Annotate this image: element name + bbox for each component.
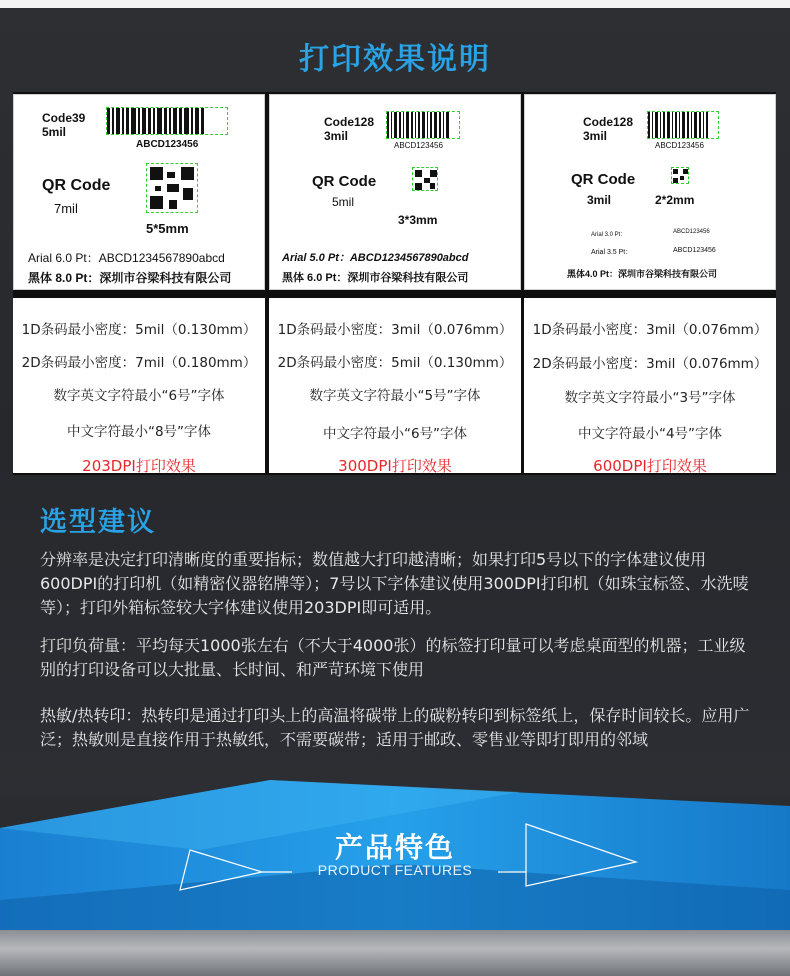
qr-dimension: 5*5mm xyxy=(146,221,189,236)
sample-label xyxy=(13,94,265,290)
code-name: Code128 xyxy=(583,115,634,129)
sample-label xyxy=(524,94,776,290)
spec-list xyxy=(13,298,265,473)
top-strip xyxy=(0,0,790,8)
spec-en-font: 数字英文字符最小“3号”字体 xyxy=(564,390,736,406)
spec-1d-density: 1D条码最小密度：5mil（0.130mm） xyxy=(21,322,257,338)
background-photo-strip xyxy=(0,930,790,976)
qr-code-image xyxy=(146,163,198,213)
code-size: 3mil xyxy=(324,129,349,143)
spec-1d-density: 1D条码最小密度：3mil（0.076mm） xyxy=(277,322,513,338)
code-size: 5mil xyxy=(42,125,67,139)
barcode-text: ABCD123456 xyxy=(136,139,199,150)
spec-2d-density: 2D条码最小密度：3mil（0.076mm） xyxy=(532,356,768,372)
barcode-image xyxy=(386,111,460,139)
arial-sample-label-b: Arial 3.5 Pt： xyxy=(591,249,633,256)
qr-code-image xyxy=(412,167,438,191)
dpi-label: 203DPI打印效果 xyxy=(82,457,196,475)
arial-sample-value-a: ABCD123456 xyxy=(673,229,710,235)
paragraph-load: 打印负荷量：平均每天1000张左右（不大于4000张）的标签打印量可以考虑桌面型的机器；工业级别的打印设备可以大批量、长时间、和严苛环境下使用 xyxy=(40,636,746,679)
spec-2d-density: 2D条码最小密度：5mil（0.130mm） xyxy=(277,355,513,371)
spec-1d-density: 1D条码最小密度：3mil（0.076mm） xyxy=(532,322,768,338)
print-sample-panel xyxy=(13,92,776,475)
spec-list xyxy=(524,298,776,473)
spec-2d-density: 2D条码最小密度：7mil（0.180mm） xyxy=(21,355,257,371)
paragraph-resolution: 分辨率是决定打印清晰度的重要指标；数值越大打印越清晰；如果打印5号以下的字体建议使用600DPI的打印机（如精密仪器铭牌等）；7号以下字体建议使用300DPI打印机（如珠宝标签、水洗唛等）；打印外箱标签较大字体建议使用203DPI即可适用。 xyxy=(40,550,749,617)
qr-code-image xyxy=(671,167,689,184)
hei-sample-line: 黑体4.0 Pt：深圳市谷梁科技有限公司 xyxy=(567,269,718,279)
features-title: 产品特色 xyxy=(334,831,455,864)
dpi-label: 600DPI打印效果 xyxy=(593,457,707,475)
page-title: 打印效果说明 xyxy=(299,42,491,77)
code-size: 3mil xyxy=(583,129,608,143)
qr-dimension: 3*3mm xyxy=(398,213,438,227)
arial-sample-value-b: ABCD123456 xyxy=(673,247,716,254)
arial-sample-line: Arial 6.0 Pt：ABCD1234567890abcd xyxy=(28,251,225,265)
barcode-text: ABCD123456 xyxy=(655,141,704,150)
paragraph-thermal: 热敏/热转印：热转印是通过打印头上的高温将碳带上的碳粉转印到标签纸上，保存时间较长。应用广泛；热敏则是直接作用于热敏纸，不需要碳带；适用于邮政、零售业等即打即用的邻域 xyxy=(40,706,750,749)
qr-dimension: 2*2mm xyxy=(655,193,695,207)
features-subtitle: PRODUCT FEATURES xyxy=(317,862,473,878)
arial-sample-label-a: Arial 3.0 Pt： xyxy=(591,232,627,238)
qr-size: 5mil xyxy=(332,195,355,209)
qr-size: 3mil xyxy=(587,193,612,207)
hei-sample-line: 黑体 6.0 Pt：深圳市谷梁科技有限公司 xyxy=(282,272,469,284)
code-name: Code39 xyxy=(42,111,86,125)
barcode-image xyxy=(106,107,228,135)
barcode-text: ABCD123456 xyxy=(394,141,443,150)
spec-en-font: 数字英文字符最小“6号”字体 xyxy=(53,388,225,404)
barcode-image xyxy=(647,111,719,139)
code-name: Code128 xyxy=(324,115,375,129)
qr-label: QR Code xyxy=(312,173,377,190)
arial-sample-line: Arial 5.0 Pt：ABCD1234567890abcd xyxy=(282,252,469,264)
spec-cn-font: 中文字符最小“6号”字体 xyxy=(322,426,468,442)
qr-size: 7mil xyxy=(54,201,78,216)
sample-label xyxy=(269,94,521,290)
spec-en-font: 数字英文字符最小“5号”字体 xyxy=(309,388,481,404)
hei-sample-line: 黑体 8.0 Pt：深圳市谷梁科技有限公司 xyxy=(28,271,232,285)
selection-title: 选型建议 xyxy=(40,507,156,538)
spec-list xyxy=(269,298,521,473)
dpi-label: 300DPI打印效果 xyxy=(338,457,452,475)
qr-label: QR Code xyxy=(42,177,111,194)
qr-label: QR Code xyxy=(571,171,636,188)
spec-cn-font: 中文字符最小“4号”字体 xyxy=(577,426,723,442)
spec-cn-font: 中文字符最小“8号”字体 xyxy=(66,424,212,440)
